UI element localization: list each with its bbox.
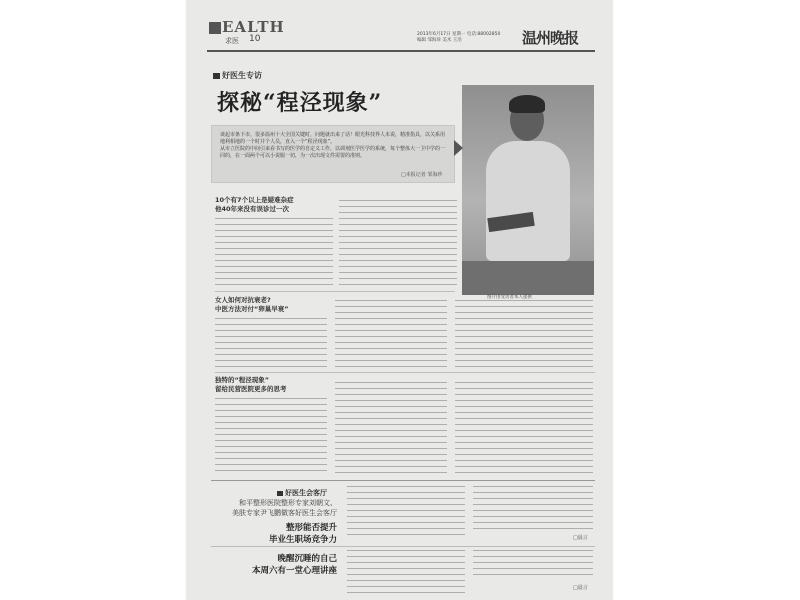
dateline-editors: 编辑 邹海珍 美术 王浩: [417, 38, 462, 43]
article-headline: 探秘“程泾现象”: [217, 90, 383, 116]
subhead-3: [215, 376, 287, 394]
body-column-3: [215, 318, 327, 368]
ad-block-2-headings: [211, 552, 337, 576]
lead-text: [220, 132, 446, 160]
ad-signature-2: □晨言: [573, 585, 588, 591]
health-logo-mark: [209, 22, 221, 34]
article-kicker: [213, 70, 262, 81]
ad-headline-1: 整形能否提升: [285, 523, 337, 533]
body-column-4: [335, 300, 447, 368]
ad-section-rule: [211, 480, 595, 481]
photo-desk: [462, 261, 594, 295]
ad-headline-4: 本周六有一堂心理讲座: [251, 566, 337, 576]
ad-headline-3: 晚醒沉睡的自己: [277, 554, 337, 564]
subhead-2-line-2: 中医方法对付“卵巢早衰”: [215, 305, 289, 313]
dateline-date: 2013年6月17日 星期一 电话:88002850: [417, 32, 501, 37]
article-kicker-label: 好医生专访: [222, 71, 262, 80]
ad-line-1: 和平整形医院整形专家刘朝文、: [239, 499, 337, 507]
lead-arrow-icon: [454, 140, 463, 156]
lead-paragraph-2: 从市立医院的中间引来看书写的医学的自定义工作，以调剂医学医学的系统，每个整体大一卫中学的一同的，在一面两个可以小说服一切，为一次出现文件需要的准则。: [220, 146, 446, 159]
ad-block-1-headings: [211, 498, 337, 545]
lead-paragraph-1: 谈起市条下市，很多温州十大全国关键时，问题就出来了话！眼光科技界人未说，精准指具，以关系用地利相地的一个时并个人员，直入一个“程泾现象”。: [220, 132, 446, 145]
subhead-3-line-2: 留给民营医院更多的思考: [215, 385, 287, 393]
subhead-1: [215, 196, 294, 214]
ad-body-column-1: [347, 486, 465, 538]
ad-headline-2: 毕业生职场竞争力: [268, 535, 337, 545]
byline: □本报记者 邹海珍: [401, 172, 443, 178]
subhead-2: [215, 296, 289, 314]
ad-signature-1: □晨言: [573, 535, 588, 541]
section-divider-1: [215, 291, 455, 292]
subhead-3-line-1: 独特的“程泾现象”: [215, 376, 270, 384]
dateline: [417, 32, 500, 44]
newspaper-page: [187, 0, 612, 600]
kicker-square-icon: [213, 73, 220, 79]
photo-figure-body: [486, 141, 570, 261]
ad-kicker-square-icon: [277, 491, 283, 496]
masthead-rule: [207, 50, 595, 52]
section-name: 求医: [225, 37, 239, 45]
ad-body-column-3: [347, 550, 465, 594]
newspaper-name: 温州晚报: [522, 29, 579, 47]
ad-divider: [211, 546, 595, 547]
page-number: 10: [249, 34, 261, 44]
body-column-8: [455, 382, 593, 474]
ad-kicker-label: 好医生会客厅: [285, 489, 327, 497]
body-column-2: [339, 200, 457, 286]
subhead-1-line-2: 他40年来没有误诊过一次: [215, 205, 290, 213]
photo-figure-hair: [509, 95, 545, 113]
health-section-logo: [209, 18, 285, 36]
section-divider-2: [215, 372, 595, 373]
body-column-7: [335, 382, 447, 474]
ad-line-2: 美肤专家尹飞鹏做客好医生会客厅: [232, 509, 337, 517]
doctor-photo: [462, 85, 594, 295]
ad-body-column-4: [473, 550, 593, 580]
body-column-5: [455, 300, 593, 368]
photo-caption: 图片由受访者本人提供: [487, 295, 532, 300]
subhead-2-line-1: 女人如何对抗衰老?: [215, 296, 271, 304]
body-column-1: [215, 218, 333, 286]
ad-kicker: [277, 488, 327, 498]
health-section-title: EALTH: [222, 18, 285, 36]
subhead-1-line-1: 10个有7个以上是疑难杂症: [215, 196, 294, 204]
ad-body-column-2: [473, 486, 593, 530]
body-column-6: [215, 398, 327, 474]
